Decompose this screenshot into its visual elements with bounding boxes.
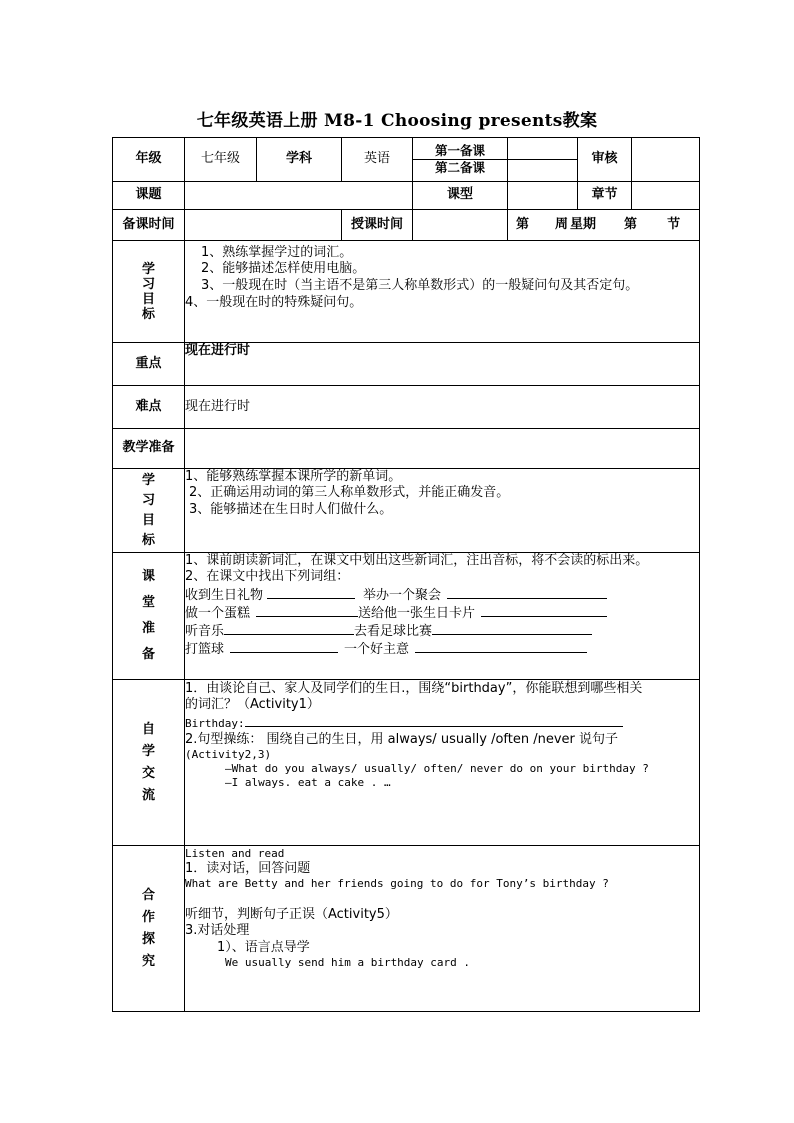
prep-time-value	[185, 210, 342, 241]
self-study-label-text: 自学交流	[141, 721, 155, 803]
subject-value: 英语	[342, 138, 413, 182]
topic-value	[185, 182, 413, 210]
prep2-label: 第二备课	[434, 160, 485, 175]
chapter-label: 章节	[578, 182, 632, 210]
grade-label: 年级	[113, 138, 185, 182]
prep-values-cell	[508, 138, 578, 182]
document-title: 七年级英语上册 M8-1 Choosing presents教案	[196, 111, 598, 131]
self-study-line5: (Activity2,3)	[185, 748, 272, 761]
birthday-label: Birthday:	[185, 716, 245, 730]
goals-label-text: 学习目标	[141, 261, 155, 322]
blank-line[interactable]	[447, 586, 607, 599]
phrase: 打篮球	[185, 642, 225, 658]
blank-line[interactable]	[267, 586, 355, 599]
goal-item: 1、熟练掌握学过的词汇。	[201, 245, 353, 260]
difficulties-value: 现在进行时	[185, 386, 700, 429]
row-self-study	[113, 680, 700, 846]
class-prep-line1: 1、课前朗读新词汇，在课文中划出这些新词汇，注出音标，将不会读的标出来。	[185, 553, 649, 568]
phrase: 收到生日礼物	[185, 587, 264, 603]
lesson-type-value	[508, 182, 578, 210]
row-topic	[113, 182, 700, 210]
difficulties-label: 难点	[113, 386, 185, 429]
cooperation-line7: We usually send him a birthday card .	[225, 955, 471, 969]
goals-label	[113, 241, 185, 343]
schedule-di2: 第	[624, 216, 638, 232]
phrase: 去看足球比赛	[354, 624, 433, 639]
cooperation-content	[185, 846, 700, 1012]
goal-item: 3、一般现在时（当主语不是第三人称单数形式）的一般疑问句及其否定句。	[201, 277, 639, 293]
preparation-value	[185, 429, 700, 469]
goals2-label	[113, 469, 185, 553]
spacer	[185, 891, 699, 907]
phrase-row	[185, 586, 699, 604]
cooperation-line6: 1）、语言点导学	[217, 939, 310, 955]
self-study-line1: 1．由谈论自己、家人及同学们的生日.，围绕“birthday”，你能联想到哪些相关	[185, 681, 643, 696]
phrase: 做一个蛋糕	[185, 605, 251, 621]
self-study-label	[113, 680, 185, 846]
goals-content	[185, 241, 700, 343]
cooperation-label	[113, 846, 185, 1012]
goal-item: 4、一般现在时的特殊疑问句。	[185, 294, 363, 310]
row-goals	[113, 241, 700, 343]
cooperation-line4: 听细节，判断句子正误（Activity5）	[185, 907, 398, 922]
blank-line[interactable]	[224, 622, 354, 635]
chapter-value	[632, 182, 700, 210]
cooperation-line5: 3.对话处理	[185, 923, 250, 939]
prep1-label: 第一备课	[413, 143, 507, 160]
row-goals2	[113, 469, 700, 553]
row-class-prep	[113, 553, 700, 680]
phrase-row	[185, 604, 699, 622]
key-points-label: 重点	[113, 343, 185, 386]
row-key-points	[113, 343, 700, 386]
schedule-week: 周	[555, 216, 569, 232]
blank-line[interactable]	[230, 640, 338, 653]
row-preparation	[113, 429, 700, 469]
blank-line[interactable]	[432, 622, 592, 635]
goal2-item: 3、能够描述在生日时人们做什么。	[189, 501, 393, 517]
schedule-cell	[508, 210, 700, 241]
cooperation-label-text: 合作探究	[141, 887, 155, 969]
row-cooperation	[113, 846, 700, 1012]
phrase-row	[185, 640, 699, 658]
prep2-value	[508, 160, 577, 176]
row-difficulties	[113, 386, 700, 429]
self-study-line2: 的词汇？（Activity1）	[185, 697, 320, 713]
goal-item: 2、能够描述怎样使用电脑。	[201, 261, 366, 277]
blank-line[interactable]	[415, 640, 587, 653]
preparation-label: 教学准备	[113, 429, 185, 469]
class-prep-label	[113, 553, 185, 680]
self-study-line6: —What do you always/ usually/ often/ never do on your birthday ?	[225, 761, 649, 775]
teach-time-value	[413, 210, 508, 241]
lesson-plan-table	[112, 137, 700, 1012]
key-points-value: 现在进行时	[185, 343, 700, 386]
subject-label: 学科	[257, 138, 342, 182]
blank-line[interactable]	[481, 604, 607, 617]
goals2-content	[185, 469, 700, 553]
goals2-label-text: 学习目标	[141, 472, 155, 548]
prep-time-label: 备课时间	[113, 210, 185, 241]
self-study-line7: —I always. eat a cake . …	[225, 775, 391, 789]
phrase: 送给他一张生日卡片	[358, 605, 476, 621]
phrase-row	[185, 622, 699, 640]
phrase: 一个好主意	[344, 642, 410, 658]
grade-value: 七年级	[185, 138, 257, 182]
goal2-item: 2、正确运用动词的第三人称单数形式，并能正确发音。	[189, 485, 510, 501]
class-prep-line2: 2、在课文中找出下列词组：	[185, 569, 350, 585]
review-value	[632, 138, 700, 182]
cooperation-line1: Listen and read	[185, 847, 285, 860]
teach-time-label: 授课时间	[342, 210, 413, 241]
self-study-content	[185, 680, 700, 846]
self-study-line4: 2.句型操练： 围绕自己的生日，用 always/ usually /often /never 说句子	[185, 731, 619, 747]
blank-line[interactable]	[256, 604, 358, 617]
cooperation-line2: 1．读对话，回答问题	[185, 860, 311, 876]
lesson-type-label: 课型	[413, 182, 508, 210]
class-prep-content	[185, 553, 700, 680]
cooperation-line3: What are Betty and her friends going to do for Tony’s birthday ?	[185, 877, 609, 890]
phrase: 举办一个聚会	[363, 587, 442, 603]
goal2-item: 1、能够熟练掌握本课所学的新单词。	[185, 469, 402, 484]
birthday-row	[185, 714, 699, 732]
prep-labels-cell	[413, 138, 508, 182]
row-grade	[113, 138, 700, 182]
schedule-weekday: 星期	[570, 216, 597, 232]
review-label: 审核	[578, 138, 632, 182]
topic-label: 课题	[113, 182, 185, 210]
blank-line[interactable]	[245, 714, 623, 727]
row-time	[113, 210, 700, 241]
prep1-value	[508, 143, 577, 160]
schedule-period: 节	[667, 216, 681, 232]
phrase: 听音乐	[185, 624, 225, 639]
class-prep-label-text: 课堂准备	[141, 569, 155, 662]
schedule-di1: 第	[516, 216, 530, 232]
